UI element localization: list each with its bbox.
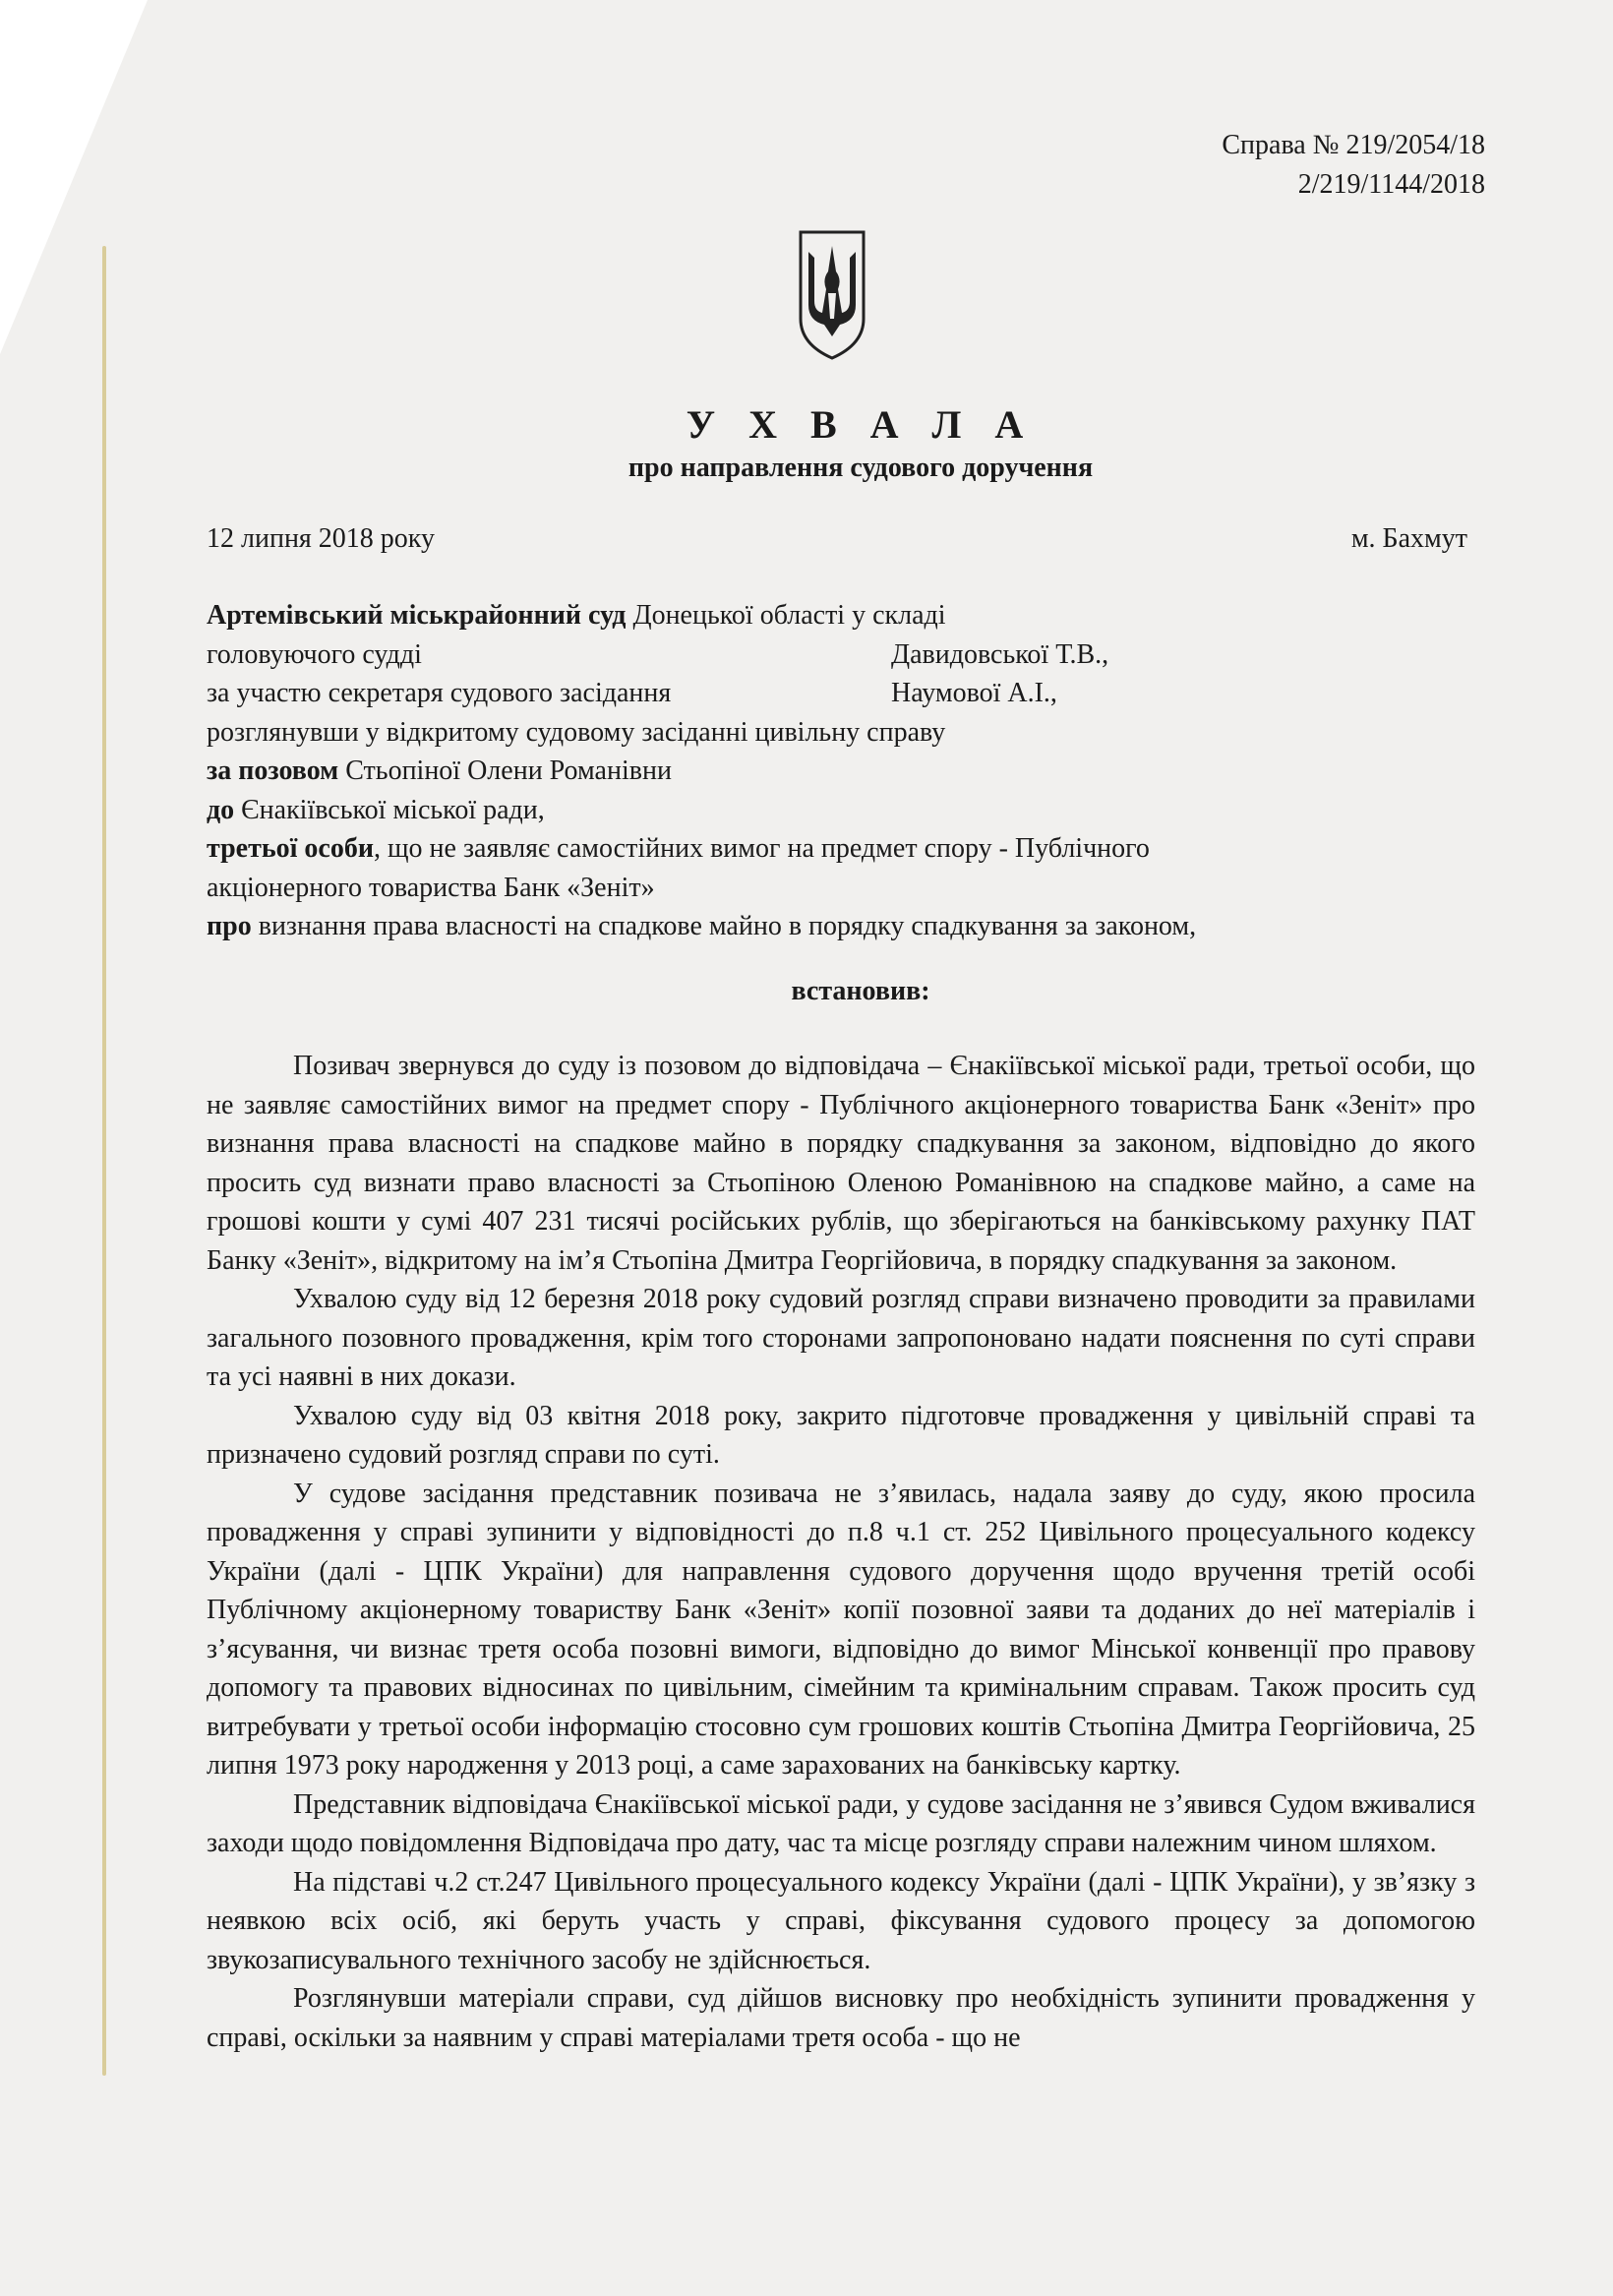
court-name: Артемівський міськрайонний суд xyxy=(207,600,627,631)
third-party-text: , що не заявляє самостійних вимог на предмет спору - Публічного xyxy=(374,833,1150,864)
paragraph: У судове засідання представник позивача не з’явилась, надала заяву до суду, якою просила провадження у справі зупинити у відповідності до п.8 ч.1 ст. 252 Цивільного процесуального кодексу України (далі - ЦПК України) для направлення судового доручення щодо вручення третій особі Публічному акціонерному товариству Банк «Зеніт» копії позовної заяви та доданих до неї матеріалів і з’ясування, чи визнає третя особа позовні вимоги, відповідно до вимог Мінської конвенції про правову допомогу та правових відносинах по цивільним, сімейним та кримінальним справам. Також просить суд витребувати у третьої особи інформацію стосовно сум грошових коштів Стьопіна Дмитра Георгійовича, 25 липня 1973 року народження у 2013 році, а саме зарахованих на банківську картку. xyxy=(207,1478,1475,1781)
subject-text: визнання права власності на спадкове майно в порядку спадкування за законом, xyxy=(251,911,1197,941)
subject-label: про xyxy=(207,911,252,941)
established-heading: встановив: xyxy=(791,976,930,1006)
proceeding-number: 2/219/1144/2018 xyxy=(1297,169,1485,200)
document-body xyxy=(207,1047,1475,2057)
case-number-block xyxy=(1222,126,1485,205)
secretary-label: за участю секретаря судового засідання xyxy=(207,678,672,708)
document-city: м. Бахмут xyxy=(1350,523,1467,554)
defendant-name: Єнакіївської міської ради, xyxy=(234,794,545,825)
paragraph: Ухвалою суду від 12 березня 2018 року судовий розгляд справи визначено проводити за правилами загального позовного провадження, крім того сторонами запропоновано надати пояснення по суті справи та усі наявні в них докази. xyxy=(207,1284,1475,1392)
review-text: розглянувши у відкритому судовому засіданні цивільну справу xyxy=(207,716,946,748)
binding-thread xyxy=(102,246,106,2076)
document-date: 12 липня 2018 року xyxy=(207,523,436,554)
document-subtitle: про направлення судового доручення xyxy=(627,453,1094,483)
paragraph: Розглянувши матеріали справи, суд дійшов висновку про необхідність зупинити провадження у справі, оскільки за наявним у справі матеріалами третя особа - що не xyxy=(207,1983,1475,2053)
secretary-name: Наумової А.І., xyxy=(891,678,1057,708)
paragraph: Представник відповідача Єнакіївської міської ради, у судове засідання не з’явився Судом вживалися заходи щодо повідомлення Відповідача про дату, час та місце розгляду справи належним чином шляхом. xyxy=(207,1788,1475,1858)
plaintiff-name: Стьопіної Олени Романівни xyxy=(338,755,672,786)
third-party-label: третьої особи xyxy=(207,833,374,864)
date-line xyxy=(207,523,1467,555)
paragraph: Позивач звернувся до суду із позовом до відповідача – Єнакіївської міської ради, третьої особи, що не заявляє самостійних вимог на предмет спору - Публічного акціонерного товариства Банк «Зеніт» про визнання права власності на спадкове майно в порядку спадкування за законом, відповідно до якого просить суд визнати право власності за Стьопіною Оленою Романівною на спадкове майно, а саме на грошові кошти у сумі 407 231 тисячі російських рублів, що зберігаються на банківському рахунку ПАТ Банку «Зеніт», відкритому на ім’я Стьопіна Дмитра Георгійовича, в порядку спадкування за законом. xyxy=(207,1051,1475,1276)
case-number: Справа № 219/2054/18 xyxy=(1222,130,1485,160)
paragraph: Ухвалою суду від 03 квітня 2018 року, закрито підготовче провадження у цивільній справі та призначено судовий розгляд справи по суті. xyxy=(207,1400,1475,1470)
ukraine-trident-emblem-icon xyxy=(795,228,869,362)
folded-corner xyxy=(0,0,148,354)
judge-label: головуючого судді xyxy=(207,638,422,670)
document-title: У Х В А Л А xyxy=(686,402,1036,447)
defendant-label: до xyxy=(207,794,235,825)
judge-name: Давидовської Т.В., xyxy=(891,638,1109,670)
case-header xyxy=(207,596,1485,946)
paragraph: На підставі ч.2 ст.247 Цивільного процесуального кодексу України (далі - ЦПК України), у зв’язку з неявкою всіх осіб, які беруть участь у справі, фіксування судового процесу за допомогою звукозаписувального технічного засобу не здійснюється. xyxy=(207,1866,1475,1975)
court-composition: Донецької області у складі xyxy=(626,600,946,631)
third-party-name: акціонерного товариства Банк «Зеніт» xyxy=(207,872,655,903)
plaintiff-label: за позовом xyxy=(207,755,339,786)
